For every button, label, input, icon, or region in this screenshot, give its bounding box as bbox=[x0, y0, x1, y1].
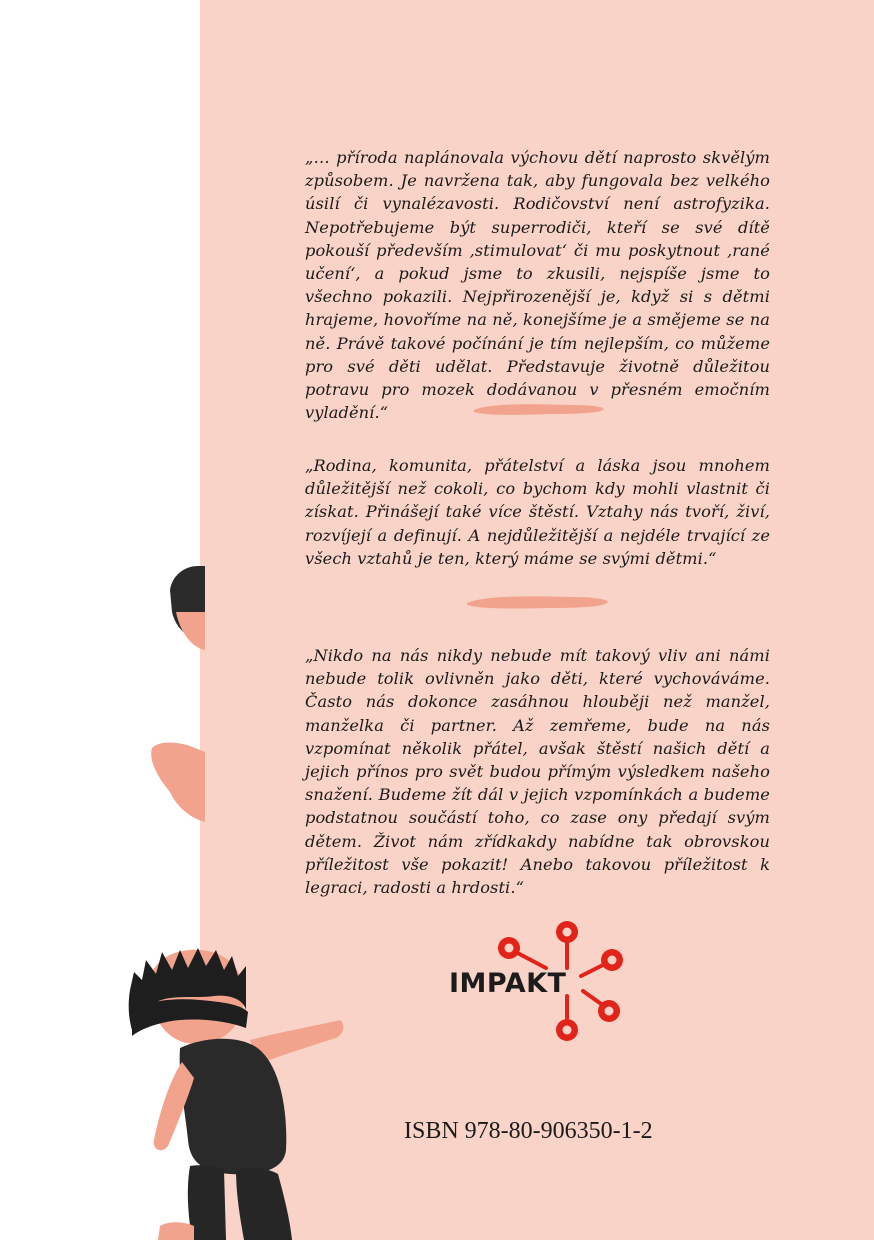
brush-divider-2 bbox=[464, 592, 610, 612]
isbn-number: ISBN 978-80-906350-1-2 bbox=[404, 1118, 653, 1144]
quote-3: „Nikdo na nás nikdy nebude mít takový vliv ani námi nebude tolik ovlivněn jako děti, které vychováváme. Často nás dokonce zasáhnou hlouběji než manžel, manželka či partner. Až zemřeme, bude na nás vzpomínat několik přátel, avšak štěstí našich dětí a jejich přínos pro svět budou přímým výsledkem našeho snažení. Budeme žít dál v jejich vzpomínkách a budeme podstatnou součástí toho, co zase ony předají svým dětem. Život nám zřídkakdy nabídne tak obrovskou příležitost vše pokazit! Anebo takovou příležitost k legraci, radosti a hrdosti.“ bbox=[305, 646, 770, 898]
peeking-child-hand bbox=[151, 743, 205, 823]
brush-divider-1 bbox=[470, 400, 606, 418]
brush-stroke bbox=[467, 596, 608, 608]
quote-1: „… příroda naplánovala výchovu dětí naprosto skvělým způsobem. Je navržena tak, aby fungovala bez velkého úsilí či vynalézavosti. Rodičovství není astrofyzika. Nepotřebujeme být superrodiči, kteří se své dítě pokouší především ‚stimulovat‘ či mu poskytnout ‚rané učení‘, a pokud jsme to zkusili, nejspíše jsme to všechno pokazili. Nejpřirozenější je, když si s dětmi hrajeme, hovoříme na ně, konejšíme je a smějeme se na ně. Právě takové počínání je tím nejlepším, co můžeme pro své děti udělat. Představuje životně důležitou potravu pro mozek dodávanou v přesném emočním vyladění.“ bbox=[305, 148, 770, 423]
brush-stroke bbox=[474, 404, 604, 415]
quote-2: „Rodina, komunita, přátelství a láska jsou mnohem důležitější než cokoli, co bychom kdy mohli vlastnit či získat. Přinášejí také více štěstí. Vztahy nás tvoří, živí, rozvíjejí a definují. A nejdůležitější a nejdéle trvající ze všech vztahů je ten, který máme se svými dětmi.“ bbox=[305, 456, 770, 568]
publisher-logo-text: IMPAKT bbox=[449, 968, 567, 999]
